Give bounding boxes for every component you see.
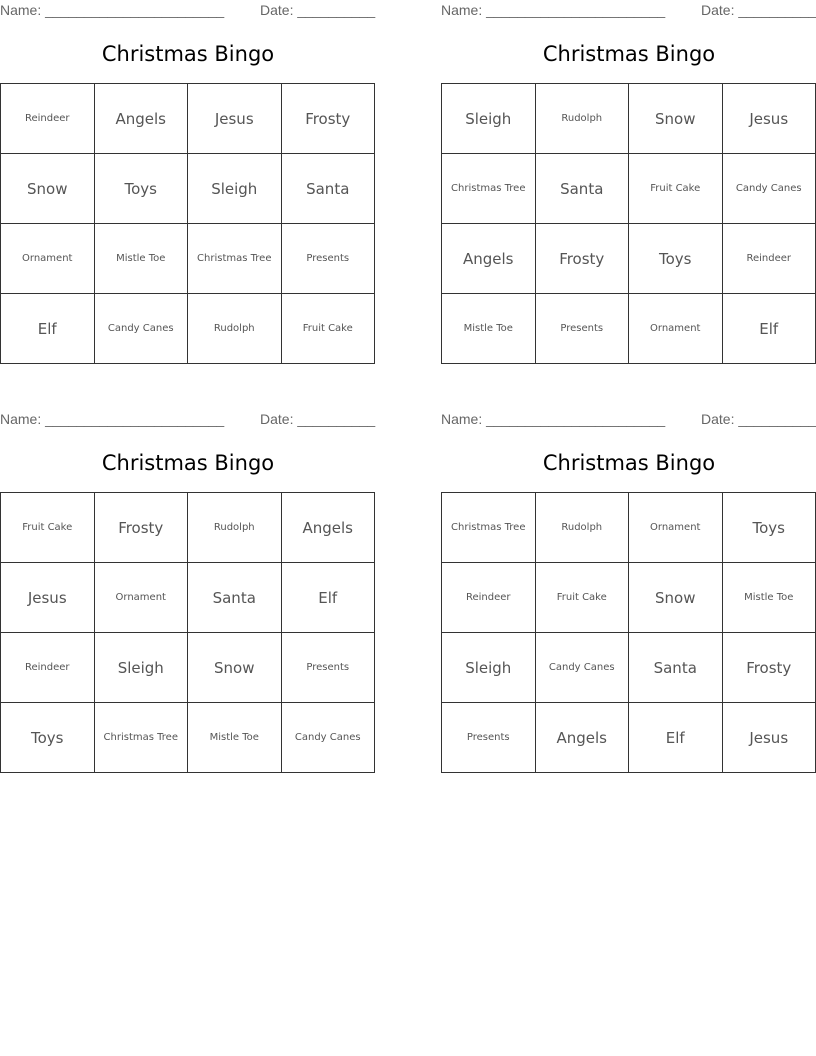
- bingo-cell: Fruit Cake: [536, 563, 630, 633]
- bingo-cell: Toys: [1, 703, 95, 773]
- bingo-cell: Toys: [629, 224, 723, 294]
- bingo-cell: Candy Canes: [536, 633, 630, 703]
- bingo-cell: Frosty: [282, 84, 376, 154]
- bingo-cell: Reindeer: [442, 563, 536, 633]
- bingo-cell: Presents: [536, 294, 630, 364]
- bingo-card-1: [0, 0, 376, 362]
- date-field-label: Date: __________: [260, 411, 376, 427]
- bingo-cell: Mistle Toe: [442, 294, 536, 364]
- bingo-cell: Snow: [188, 633, 282, 703]
- bingo-cell: Christmas Tree: [442, 493, 536, 563]
- bingo-grid: [441, 492, 816, 773]
- card-title: Christmas Bingo: [542, 42, 716, 66]
- bingo-cell: Angels: [282, 493, 376, 563]
- bingo-cell: Angels: [95, 84, 189, 154]
- date-field-label: Date: __________: [260, 2, 376, 18]
- card-header: [0, 409, 376, 429]
- bingo-grid: [0, 492, 375, 773]
- date-field-label: Date: __________: [701, 2, 816, 18]
- bingo-cell: Sleigh: [442, 84, 536, 154]
- card-title: Christmas Bingo: [542, 451, 716, 475]
- bingo-grid: [0, 83, 375, 364]
- bingo-cell: Rudolph: [536, 493, 630, 563]
- bingo-cell: Christmas Tree: [442, 154, 536, 224]
- bingo-cell: Santa: [282, 154, 376, 224]
- bingo-cell: Candy Canes: [95, 294, 189, 364]
- bingo-cell: Mistle Toe: [723, 563, 816, 633]
- name-field-label: Name: _______________________: [441, 411, 666, 427]
- bingo-cell: Ornament: [1, 224, 95, 294]
- bingo-cell: Candy Canes: [282, 703, 376, 773]
- bingo-cell: Jesus: [1, 563, 95, 633]
- bingo-cell: Sleigh: [95, 633, 189, 703]
- bingo-cell: Presents: [282, 224, 376, 294]
- bingo-cell: Elf: [723, 294, 816, 364]
- bingo-cell: Candy Canes: [723, 154, 816, 224]
- bingo-cell: Presents: [442, 703, 536, 773]
- bingo-cell: Sleigh: [442, 633, 536, 703]
- bingo-cell: Fruit Cake: [282, 294, 376, 364]
- bingo-cell: Frosty: [536, 224, 630, 294]
- bingo-cell: Rudolph: [188, 294, 282, 364]
- bingo-cell: Mistle Toe: [188, 703, 282, 773]
- bingo-cell: Christmas Tree: [95, 703, 189, 773]
- bingo-cell: Presents: [282, 633, 376, 703]
- bingo-cell: Toys: [723, 493, 816, 563]
- bingo-cell: Snow: [629, 563, 723, 633]
- name-field-label: Name: _______________________: [0, 411, 225, 427]
- card-header: [0, 0, 376, 20]
- bingo-cell: Snow: [629, 84, 723, 154]
- bingo-cell: Frosty: [723, 633, 816, 703]
- bingo-cell: Santa: [188, 563, 282, 633]
- bingo-grid: [441, 83, 816, 364]
- bingo-cell: Jesus: [188, 84, 282, 154]
- bingo-cell: Jesus: [723, 703, 816, 773]
- bingo-cell: Rudolph: [188, 493, 282, 563]
- bingo-cell: Angels: [536, 703, 630, 773]
- bingo-cell: Elf: [282, 563, 376, 633]
- bingo-cell: Reindeer: [1, 633, 95, 703]
- bingo-cell: Ornament: [629, 294, 723, 364]
- bingo-cell: Elf: [629, 703, 723, 773]
- bingo-cell: Snow: [1, 154, 95, 224]
- date-field-label: Date: __________: [701, 411, 816, 427]
- bingo-cell: Ornament: [95, 563, 189, 633]
- bingo-cell: Fruit Cake: [629, 154, 723, 224]
- name-field-label: Name: _______________________: [441, 2, 666, 18]
- bingo-cell: Ornament: [629, 493, 723, 563]
- card-header: [441, 409, 816, 429]
- bingo-cell: Elf: [1, 294, 95, 364]
- bingo-cell: Santa: [536, 154, 630, 224]
- bingo-card-3: [0, 409, 376, 771]
- bingo-cell: Reindeer: [1, 84, 95, 154]
- bingo-cell: Fruit Cake: [1, 493, 95, 563]
- bingo-cell: Mistle Toe: [95, 224, 189, 294]
- card-title: Christmas Bingo: [101, 451, 275, 475]
- bingo-card-4: [441, 409, 816, 771]
- bingo-cell: Toys: [95, 154, 189, 224]
- bingo-cell: Jesus: [723, 84, 816, 154]
- bingo-cell: Frosty: [95, 493, 189, 563]
- bingo-cell: Christmas Tree: [188, 224, 282, 294]
- card-header: [441, 0, 816, 20]
- bingo-cell: Sleigh: [188, 154, 282, 224]
- card-title: Christmas Bingo: [101, 42, 275, 66]
- bingo-card-2: [441, 0, 816, 362]
- bingo-cell: Santa: [629, 633, 723, 703]
- bingo-cell: Reindeer: [723, 224, 816, 294]
- name-field-label: Name: _______________________: [0, 2, 225, 18]
- bingo-cell: Angels: [442, 224, 536, 294]
- bingo-cell: Rudolph: [536, 84, 630, 154]
